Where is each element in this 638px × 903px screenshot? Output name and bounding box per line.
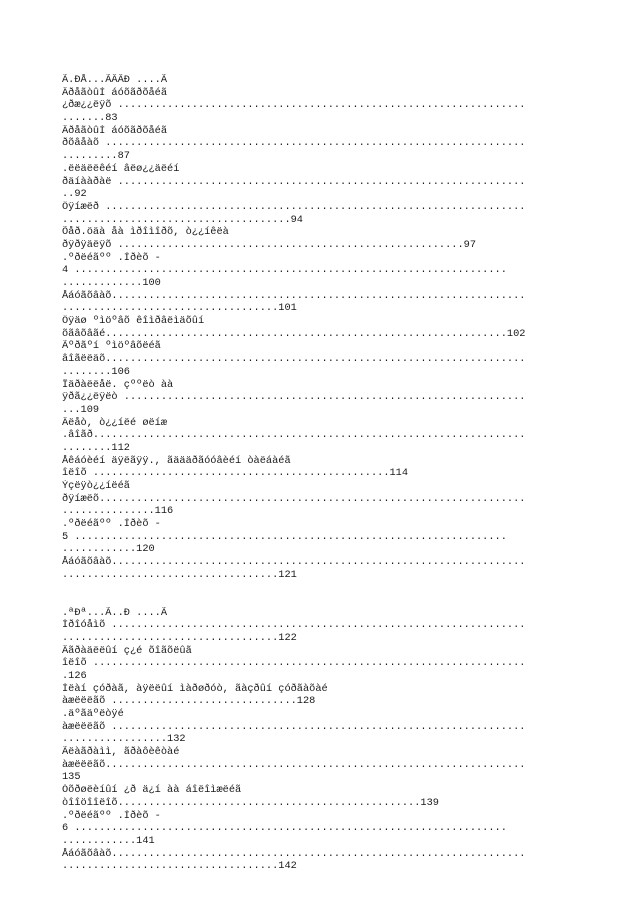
toc-line: .äºãäºëòÿé [62,708,124,720]
toc-line: ...109 [62,403,100,416]
toc-line: ÂðåãòûÍ áóõãðõåéã [62,124,168,137]
toc-line: Åáóãõâàõ................................................................... [62,556,526,569]
toc-line: ¿ðæ¿¿ëÿõ .................................................................. [62,99,526,112]
toc-line: Ã.ÐÅ...ÃÂÂÐ ....Ã [62,74,168,86]
toc-line: ...................................121 [62,568,297,581]
toc-line: àæëëëãõ.................................................................... [62,758,526,771]
toc-line: Åáóãõâàõ................................................................... [62,847,526,860]
toc-line: .....................................94 [62,213,303,226]
toc-line: Ïäðàëëåë. çººëò àà [62,378,174,391]
toc-line: .......83 [62,112,118,125]
toc-line: Öÿíæëð .................................................................... [62,200,526,213]
toc-line: Ìëàí çóðàã, àÿëëûí ìàðøðóò, ãàçðûí çóðãàõàé [62,682,328,695]
toc-line: .............100 [62,277,161,289]
section-gap [62,582,578,607]
toc-line: ðõâåàõ .................................................................... [62,137,526,150]
toc-line: ...................................101 [62,302,297,315]
toc-line: Åêáóèéí äÿëãÿÿ., ãäääðãóóâèéí òàëáàéã [62,454,291,467]
toc-line: .âîãð...................................................................... [62,429,526,442]
toc-line: ðÿíæëõ..................................................................... [62,492,526,505]
toc-line: àæëëëãõ ................................................................... [62,720,526,733]
toc-line: .ºðëéãºº .Íðèõ - [62,809,161,822]
toc-line: âîãëëäõ.................................................................... [62,353,526,366]
toc-line: .ºðëéãºº .Íðèõ - [62,518,161,531]
toc-line: ........112 [62,441,130,454]
toc-line: îëîõ ................................................114 [62,467,409,480]
toc-line: Äãðàäëëûí ç¿é õîãõëûã [62,644,192,657]
toc-line: ............120 [62,543,155,556]
toc-line: 6 ...................................................................... [62,822,507,835]
toc-section-1 [62,74,578,582]
toc-line: Öÿäø ºìöºâõ êîìðâëìäõûí [62,315,205,328]
toc-line: ..92 [62,188,87,201]
toc-line: ............141 [62,834,155,847]
toc-line: Ãºðãºí ºìöºâõëéã [62,340,161,353]
toc-section-2 [62,607,578,873]
toc-line: ÿðã¿¿ëÿëò ................................................................. [62,391,526,404]
toc-line: 5 ...................................................................... [62,530,507,543]
toc-line: .........87 [62,150,130,163]
toc-line: ðäíààðàë .................................................................. [62,175,526,188]
toc-line: Ýçëÿò¿¿íëéã [62,480,130,492]
toc-line: õãâõâãé.................................................................102 [62,327,526,340]
toc-line: ........106 [62,365,130,378]
toc-line: .ëëäëëêéí âëø¿¿äëéí [62,162,180,175]
toc-line: .................132 [62,733,186,746]
toc-line: .126 [62,669,87,682]
toc-line: Ìðîóåìõ ................................................................... [62,619,526,632]
toc-line: ðÿðÿäëÿõ ........................................................97 [62,238,477,251]
toc-line: .ºðëéãºº .Íðèõ - [62,251,161,264]
toc-line: Ãëàãðàìì, ãðàôèêòàé [62,746,180,759]
toc-line: ...................................142 [62,860,297,873]
toc-line: àæëëëãõ ..............................128 [62,695,316,708]
toc-line: 4 ...................................................................... [62,264,507,277]
toc-line: Âëåò, ò¿¿íëé øëíæ [62,416,168,429]
toc-line: .ªÐª...Ã..Ð ....Ã [62,606,168,619]
document-page [62,74,578,873]
toc-line: ...............116 [62,505,174,518]
toc-line: Õåð.öäà åà ìðîìîðõ, ò¿¿íêëà [62,226,229,239]
toc-line: 135 [62,771,81,784]
toc-line: òîîöîîëîõ.................................................139 [62,796,439,809]
toc-line: ÂðåãòûÍ áóõãðõåéã [62,86,168,99]
toc-line: ...................................122 [62,631,297,644]
toc-line: îëîõ ...................................................................... [62,657,526,670]
toc-line: Åáóãõâàõ................................................................... [62,289,526,302]
toc-line: Òõðøëèíûí ¿ð ä¿í àà áîëîìæëéã [62,784,242,797]
